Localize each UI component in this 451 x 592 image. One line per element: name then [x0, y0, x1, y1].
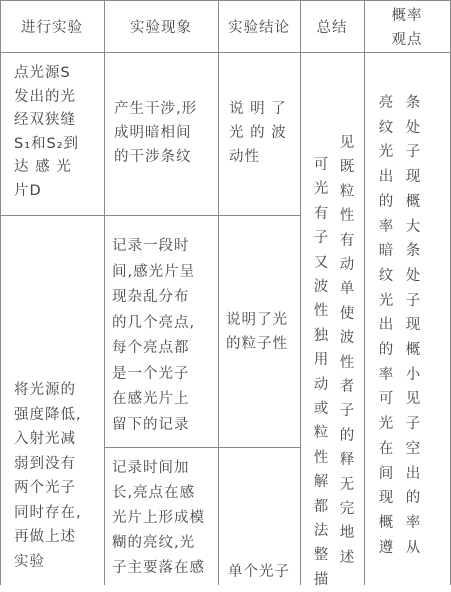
header-summary: 总结: [316, 20, 348, 36]
stacked-character: 概: [378, 514, 394, 531]
stacked-character: 光: [313, 181, 329, 198]
header-experiment: 进行实验: [21, 20, 83, 36]
row2-phenomenon-a-line: 间,感光片呈: [112, 263, 196, 280]
header-conclusion: 实验结论: [228, 20, 290, 36]
row1-conclusion: [229, 97, 299, 169]
stacked-character: 光: [378, 416, 394, 433]
stacked-character: 出: [378, 169, 394, 186]
stacked-character: 有: [313, 205, 329, 222]
row2-conclusion-a-line: 的粒子性: [226, 336, 288, 352]
stacked-character: 暗: [378, 243, 394, 260]
stacked-character: 小: [405, 366, 421, 383]
row2-phenomenon-a-line: 是一个光子: [112, 365, 190, 382]
header-phenomenon: 实验现象: [130, 20, 192, 36]
stacked-character: 光: [378, 144, 394, 161]
stacked-character: 述: [339, 549, 355, 566]
row1-conclusion-line: 说 明 了: [229, 101, 287, 117]
row2-experiment-line: 实验: [14, 553, 45, 570]
stacked-character: 释: [339, 452, 355, 469]
stacked-character: 性: [313, 303, 329, 320]
stacked-character: 现: [405, 169, 421, 186]
stacked-character: 亮: [378, 95, 394, 111]
stacked-character: 者: [339, 379, 355, 395]
row2-phenomenon-b-line: 记录时间加: [112, 460, 190, 476]
stacked-character: 可: [313, 157, 329, 173]
row2-experiment-line: 将光源的: [14, 382, 76, 398]
row2-phenomenon-b-line: 子主要落在感: [112, 560, 205, 576]
stacked-character: 率: [378, 218, 394, 235]
row2-experiment-line: 再做上述: [14, 529, 76, 545]
stacked-character: 间: [378, 465, 394, 482]
stacked-character: 概: [405, 193, 421, 210]
stacked-character: 整: [313, 547, 329, 564]
row1-phenomenon: [114, 97, 216, 169]
stacked-character: 在: [378, 440, 394, 457]
header-probability-line2: 观点: [391, 32, 423, 48]
row1-phenomenon-line: 产生干涉,形: [114, 101, 198, 117]
row2-phenomenon-a-line: 记录一段时: [112, 238, 190, 254]
stacked-character: 描: [313, 571, 329, 588]
stacked-character: 的: [378, 342, 394, 358]
stacked-character: 的: [378, 193, 394, 210]
stacked-character: 动: [313, 376, 329, 393]
col-divider-1: [104, 0, 105, 585]
row2-phenomenon-b-line: 光片上形成模: [112, 510, 205, 526]
stacked-character: 法: [313, 523, 329, 539]
left-border: [0, 0, 1, 585]
stacked-character: 子: [405, 144, 421, 161]
row1-phenomenon-line: 成明暗相间: [114, 125, 192, 141]
stacked-character: 独: [313, 327, 329, 344]
header-divider: [0, 52, 451, 53]
row2-phenomenon-a-line: 留下的记录: [112, 416, 190, 433]
row-divider: [0, 215, 300, 216]
stacked-character: 动: [339, 257, 355, 273]
stacked-character: 条: [405, 95, 421, 111]
stacked-character: 波: [313, 279, 329, 295]
stacked-character: 子: [405, 292, 421, 309]
row2-phenomenon-a: [112, 234, 216, 438]
stacked-character: 有: [339, 232, 355, 249]
row1-conclusion-line: 动性: [229, 149, 260, 165]
stacked-character: 地: [339, 525, 355, 542]
row2-phenomenon-a-line: 在感光片上: [112, 391, 190, 407]
col-divider-3: [300, 0, 301, 585]
stacked-character: 条: [405, 243, 421, 260]
stacked-character: 光: [378, 292, 394, 309]
stacked-character: 粒: [339, 183, 355, 200]
row1-experiment-line: 达 感 光: [14, 159, 72, 175]
stacked-character: 从: [405, 539, 421, 556]
stacked-character: 或: [313, 401, 329, 417]
stacked-character: 处: [405, 119, 421, 136]
stacked-character: 纹: [378, 267, 394, 284]
stacked-character: 都: [313, 498, 329, 515]
row2-conclusion-a-line: 说明了光: [226, 312, 288, 328]
header-probability: [364, 4, 450, 52]
row1-phenomenon-line: 的干涉条纹: [114, 149, 192, 165]
col-divider-2: [218, 0, 219, 585]
stacked-character: 使: [339, 305, 355, 322]
row2-experiment-line: 两个光子: [14, 480, 76, 496]
stacked-character: 波: [339, 330, 355, 347]
stacked-character: 纹: [378, 119, 394, 136]
row2-experiment-line: 同时存在,: [14, 504, 82, 521]
stacked-character: 出: [378, 317, 394, 334]
row1-experiment-line: 经双狭缝: [14, 112, 76, 128]
stacked-character: 见: [339, 135, 355, 151]
row1-experiment: [14, 62, 102, 203]
stacked-character: 可: [378, 391, 394, 408]
stacked-character: 现: [405, 317, 421, 334]
stacked-character: 现: [378, 490, 394, 507]
row2-experiment-line: 入射光减: [14, 431, 76, 447]
row1-experiment-line: 点光源S: [14, 65, 71, 81]
stacked-character: 性: [313, 449, 329, 466]
stacked-character: 又: [313, 254, 329, 271]
row2-conclusion-a: [226, 308, 298, 356]
stacked-character: 性: [339, 354, 355, 371]
row1-conclusion-line: 光 的 波: [229, 125, 287, 141]
stacked-character: 概: [405, 342, 421, 358]
row2-experiment: [14, 378, 102, 574]
stacked-character: 的: [405, 490, 421, 507]
row2-experiment-line: 弱到没有: [14, 455, 76, 472]
row2-phenomenon-a-line: 每个亮点都: [112, 340, 190, 356]
row2-conclusion-b: 单个光子: [228, 564, 290, 580]
row2-phenomenon-b-line: 长,亮点在感: [112, 485, 196, 501]
table-top-border: [0, 0, 451, 1]
stacked-character: 单: [339, 281, 355, 298]
stacked-character: 子: [339, 403, 355, 420]
row2-phenomenon-b: [112, 456, 216, 581]
row2-phenomenon-a-line: 现杂乱分布: [112, 289, 190, 305]
col-divider-4: [364, 0, 365, 585]
stacked-character: 见: [405, 391, 421, 408]
stacked-character: 空: [405, 440, 421, 457]
stacked-character: 用: [313, 352, 329, 369]
row2-phenomenon-b-line: 糊的亮纹,光: [112, 535, 196, 551]
stacked-character: 率: [405, 514, 421, 531]
stacked-character: 率: [378, 366, 394, 383]
row2-phenomenon-a-line: 的几个亮点,: [112, 314, 196, 331]
row1-experiment-line: 片D: [14, 182, 42, 199]
stacked-character: 完: [339, 501, 355, 517]
stacked-character: 子: [405, 416, 421, 433]
stacked-character: 既: [339, 159, 355, 176]
subrow-divider: [104, 447, 300, 448]
stacked-character: 的: [339, 427, 355, 444]
stacked-character: 大: [405, 218, 421, 235]
stacked-character: 无: [339, 476, 355, 493]
stacked-character: 粒: [313, 425, 329, 442]
stacked-character: 处: [405, 267, 421, 284]
stacked-character: 解: [313, 474, 329, 491]
row1-experiment-line: 发出的光: [14, 88, 76, 105]
row2-experiment-line: 强度降低,: [14, 406, 82, 423]
stacked-character: 子: [313, 230, 329, 247]
stacked-character: 性: [339, 208, 355, 225]
row1-experiment-line: S₁和S₂到: [14, 135, 80, 152]
stacked-character: 出: [405, 465, 421, 482]
header-probability-line1: 概率: [391, 8, 423, 24]
stacked-character: 遵: [378, 539, 394, 556]
